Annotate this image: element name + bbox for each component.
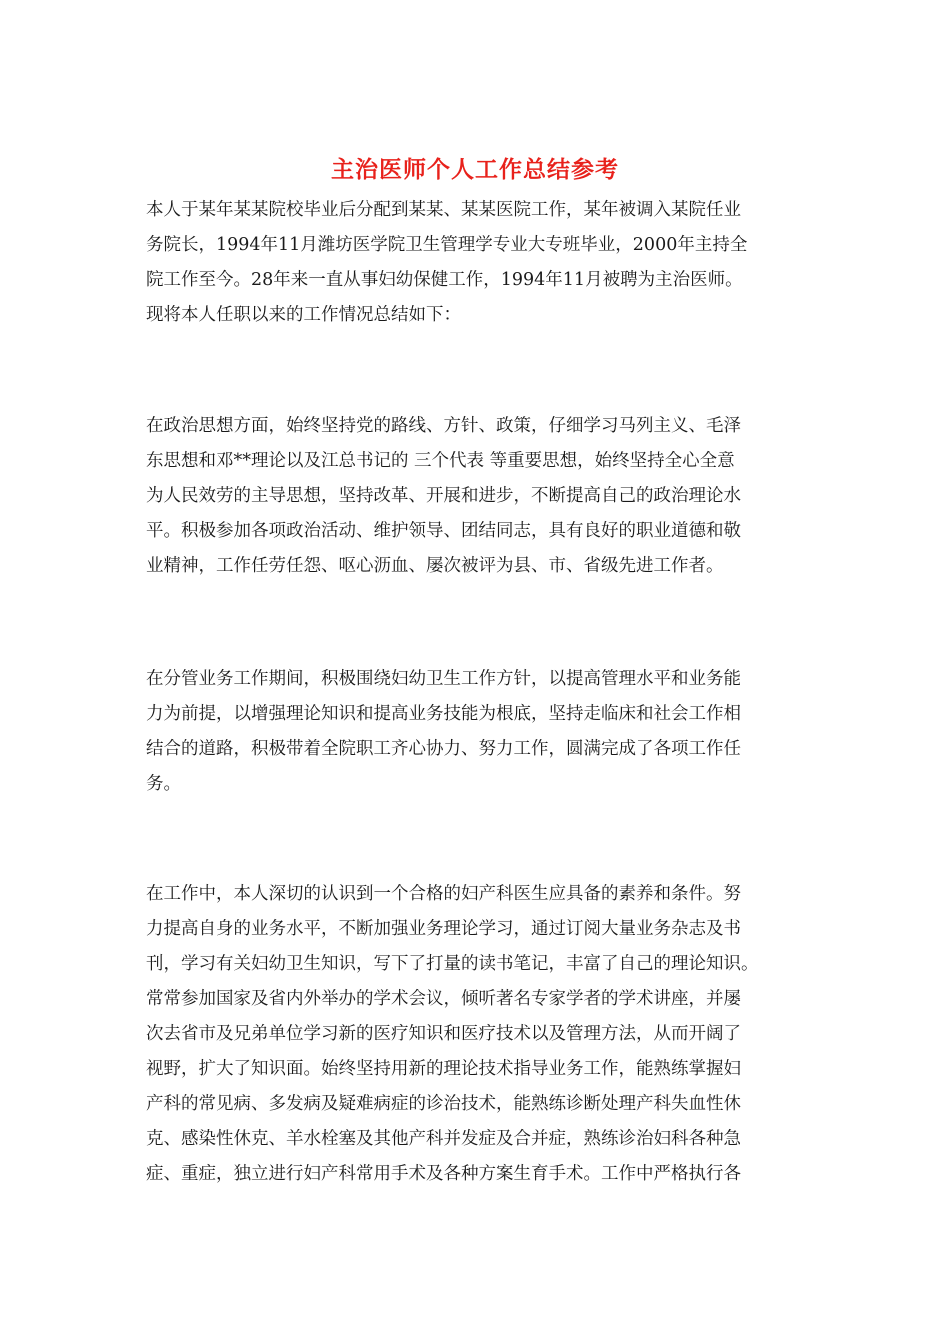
paragraph-management: [146, 662, 806, 802]
paragraph-line: 症、重症，独立进行妇产科常用手术及各种方案生育手术。工作中严格执行各: [146, 1164, 741, 1184]
paragraph-line: 结合的道路，积极带着全院职工齐心协力、努力工作，圆满完成了各项工作任: [146, 739, 741, 759]
paragraph-political-thought: [146, 409, 806, 584]
document-title: 主治医师个人工作总结参考: [331, 156, 619, 183]
paragraph-line: 本人于某年某某院校毕业后分配到某某、某某医院工作，某年被调入某院任业: [146, 200, 741, 220]
paragraph-line: 平。积极参加各项政治活动、维护领导、团结同志，具有良好的职业道德和敬: [146, 521, 741, 541]
paragraph-line: 院工作至今。28年来一直从事妇幼保健工作，1994年11月被聘为主治医师。: [146, 270, 743, 290]
paragraph-line: 在工作中，本人深切的认识到一个合格的妇产科医生应具备的素养和条件。努: [146, 884, 741, 904]
paragraph-line: 东思想和邓**理论以及江总书记的 三个代表 等重要思想，始终坚持全心全意: [146, 451, 735, 471]
paragraph-line: 务。: [146, 774, 181, 794]
paragraph-line: 视野，扩大了知识面。始终坚持用新的理论技术指导业务工作，能熟练掌握妇: [146, 1059, 741, 1079]
paragraph-line: 常常参加国家及省内外举办的学术会议，倾听著名专家学者的学术讲座，并屡: [146, 989, 741, 1009]
paragraph-line: 刊，学习有关妇幼卫生知识，写下了打量的读书笔记，丰富了自己的理论知识。: [146, 954, 759, 974]
paragraph-line: 力为前提，以增强理论知识和提高业务技能为根底，坚持走临床和社会工作相: [146, 704, 741, 724]
paragraph-line: 次去省市及兄弟单位学习新的医疗知识和医疗技术以及管理方法，从而开阔了: [146, 1024, 741, 1044]
paragraph-line: 产科的常见病、多发病及疑难病症的诊治技术，能熟练诊断处理产科失血性休: [146, 1094, 741, 1114]
paragraph-line: 克、感染性休克、羊水栓塞及其他产科并发症及合并症，熟练诊治妇科各种急: [146, 1129, 741, 1149]
paragraph-professional-work: [146, 877, 806, 1192]
paragraph-line: 业精神，工作任劳任怨、呕心沥血、屡次被评为县、市、省级先进工作者。: [146, 556, 724, 576]
paragraph-intro: [146, 193, 806, 333]
paragraph-line: 在政治思想方面，始终坚持党的路线、方针、政策，仔细学习马列主义、毛泽: [146, 416, 741, 436]
paragraph-line: 现将本人任职以来的工作情况总结如下：: [146, 305, 461, 325]
paragraph-line: 力提高自身的业务水平，不断加强业务理论学习，通过订阅大量业务杂志及书: [146, 919, 741, 939]
paragraph-line: 务院长，1994年11月潍坊医学院卫生管理学专业大专班毕业，2000年主持全: [146, 235, 748, 255]
paragraph-line: 为人民效劳的主导思想，坚持改革、开展和进步，不断提高自己的政治理论水: [146, 486, 741, 506]
paragraph-line: 在分管业务工作期间，积极围绕妇幼卫生工作方针，以提高管理水平和业务能: [146, 669, 741, 689]
